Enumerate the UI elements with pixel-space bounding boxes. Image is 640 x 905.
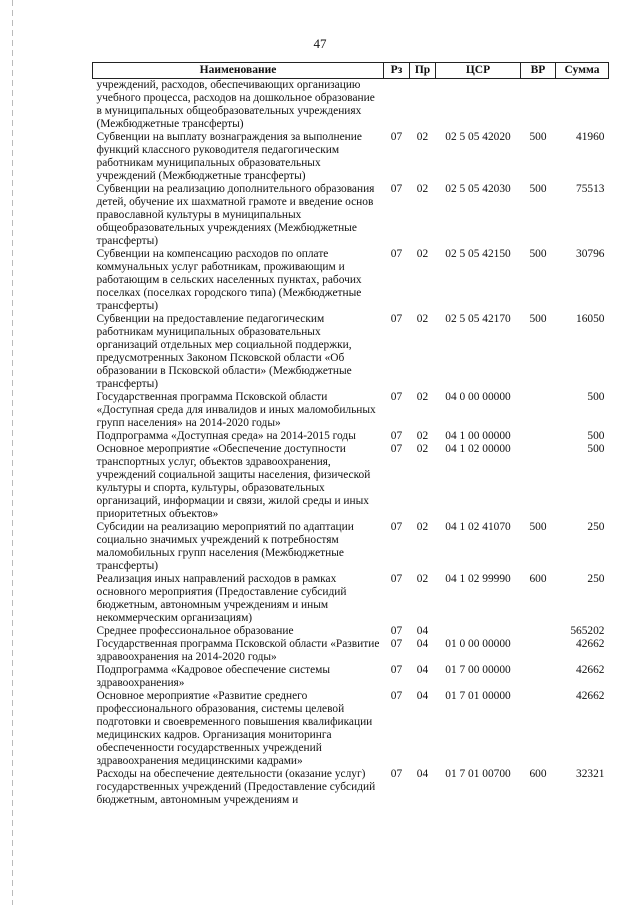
row-sum: 250 (587, 521, 605, 533)
row-rz: 07 (390, 430, 403, 442)
row-name: Субвенции на предоставление педагогическим работникам муниципальных образовательных организаций отдельных мер социальной поддержки, предусмотренных Законом Псковской области «Об образовании в Псковской области» (Межбюджетные трансферты) (96, 313, 352, 390)
row-csr: 04 0 00 00000 (445, 391, 511, 403)
row-pr: 02 (416, 573, 429, 585)
row-name: Основное мероприятие «Развитие среднего профессионального образования, системы целевой подготовки и своевременного повышения квалификации медицинских кадров. Организация мониторинга обеспеченности государственных учреждений здравоохранения медицинскими кадрами» (96, 690, 373, 767)
row-vr (521, 664, 556, 690)
row-sum: 42662 (576, 638, 605, 650)
row-csr: 02 5 05 42020 (445, 131, 511, 143)
table-row (93, 638, 609, 664)
row-vr: 600 (529, 573, 547, 585)
row-csr: 04 1 02 00000 (445, 443, 511, 455)
row-pr (410, 79, 436, 132)
row-pr: 04 (416, 690, 429, 702)
row-rz: 07 (390, 768, 403, 780)
table-row (93, 430, 609, 443)
header-sum: Сумма (556, 63, 609, 79)
row-csr: 04 1 02 99990 (445, 573, 511, 585)
row-csr: 01 7 00 00000 (445, 664, 511, 676)
row-rz: 07 (390, 690, 403, 702)
row-name: учреждений, расходов, обеспечивающих организацию учебного процесса, расходов на дошкольное образование в муниципальных общеобразовательных учреждениях (Межбюджетные трансферты) (96, 79, 375, 130)
row-vr: 500 (529, 183, 547, 195)
scan-edge-line (12, 0, 13, 905)
table-row (93, 690, 609, 768)
row-pr: 02 (416, 183, 429, 195)
row-sum (556, 79, 609, 132)
row-rz: 07 (390, 521, 403, 533)
row-pr: 02 (416, 248, 429, 260)
row-vr (521, 430, 556, 443)
table-row (93, 391, 609, 430)
row-name: Субвенции на выплату вознаграждения за выполнение функций классного руководителя педагогическим работникам муниципальных образовательных учреждений (Межбюджетные трансферты) (96, 131, 362, 182)
row-vr: 500 (529, 313, 547, 325)
table-body (93, 79, 609, 808)
row-name: Государственная программа Псковской области «Развитие здравоохранения на 2014-2020 годы» (96, 638, 380, 663)
row-name: Основное мероприятие «Обеспечение доступности транспортных услуг, объектов здравоохранения, учреждений социальной защиты населения, физической культуры и спорта, культуры, образовательных организаций, информации и связи, жилой среды и иных приоритетных объектов» (96, 443, 371, 520)
row-csr: 02 5 05 42170 (445, 313, 511, 325)
row-pr: 04 (416, 638, 429, 650)
row-sum: 16050 (576, 313, 605, 325)
row-vr (521, 443, 556, 521)
row-sum: 500 (587, 391, 605, 403)
row-rz: 07 (390, 664, 403, 676)
row-name: Реализация иных направлений расходов в рамках основного мероприятия (Предоставление субсидий бюджетным, автономным учреждениям и иным некоммерческим организациям) (96, 573, 347, 624)
header-vr: ВР (521, 63, 556, 79)
row-vr (521, 638, 556, 664)
row-sum: 42662 (576, 664, 605, 676)
row-sum: 75513 (576, 183, 605, 195)
page-number: 47 (313, 36, 327, 51)
row-vr (521, 79, 556, 132)
table-row (93, 625, 609, 638)
row-rz: 07 (390, 313, 403, 325)
table-row (93, 248, 609, 313)
row-name: Государственная программа Псковской области «Доступная среда для инвалидов и иных маломобильных групп населения» на 2014-2020 годы» (96, 391, 376, 429)
row-rz: 07 (390, 183, 403, 195)
row-pr: 04 (416, 768, 429, 780)
table-row (93, 183, 609, 248)
row-csr: 01 0 00 00000 (445, 638, 511, 650)
row-vr (521, 391, 556, 430)
row-sum: 500 (587, 443, 605, 455)
row-pr: 02 (416, 391, 429, 403)
row-vr: 500 (529, 131, 547, 143)
table-row (93, 131, 609, 183)
row-name: Подпрограмма «Кадровое обеспечение системы здравоохранения» (96, 664, 331, 689)
row-vr: 500 (529, 248, 547, 260)
row-vr (521, 690, 556, 768)
row-sum: 42662 (576, 690, 605, 702)
row-vr (521, 625, 556, 638)
row-name: Расходы на обеспечение деятельности (оказание услуг) государственных учреждений (Предоставление субсидий бюджетным, автономным учреждениям и (96, 768, 376, 806)
row-rz: 07 (390, 625, 403, 637)
row-name: Субсидии на реализацию мероприятий по адаптации социально значимых учреждений к потребностям маломобильных групп населения (Межбюджетные трансферты) (96, 521, 354, 572)
budget-table (92, 62, 609, 807)
row-rz: 07 (390, 638, 403, 650)
row-rz: 07 (390, 443, 403, 455)
row-sum: 41960 (576, 131, 605, 143)
row-sum: 30796 (576, 248, 605, 260)
row-csr: 01 7 01 00700 (445, 768, 511, 780)
row-pr: 02 (416, 313, 429, 325)
row-pr: 02 (416, 521, 429, 533)
row-pr: 04 (416, 625, 429, 637)
table-row (93, 313, 609, 391)
table-row (93, 768, 609, 807)
table-row (93, 443, 609, 521)
row-csr (436, 625, 521, 638)
row-pr: 02 (416, 131, 429, 143)
header-pr: Пр (410, 63, 436, 79)
row-rz: 07 (390, 391, 403, 403)
table-row (93, 664, 609, 690)
row-vr: 500 (529, 521, 547, 533)
header-rz: Рз (384, 63, 410, 79)
row-vr: 600 (529, 768, 547, 780)
row-name: Субвенции на реализацию дополнительного образования детей, обучение их шахматной грамоте и введение основ православной культуры в муниципальных общеобразовательных учреждениях (Межбюджетные трансферты) (96, 183, 375, 247)
row-csr: 02 5 05 42150 (445, 248, 511, 260)
row-csr: 04 1 00 00000 (445, 430, 511, 442)
row-name: Субвенции на компенсацию расходов по оплате коммунальных услуг работникам, проживающим и работающим в сельских населенных пунктах, рабочих поселках (поселках городского типа) (Межбюджетные трансферты) (96, 248, 362, 312)
row-sum: 250 (587, 573, 605, 585)
row-sum: 565202 (570, 625, 605, 637)
table-row (93, 573, 609, 625)
row-name: Подпрограмма «Доступная среда» на 2014-2015 годы (96, 430, 356, 442)
row-rz: 07 (390, 248, 403, 260)
row-sum: 500 (587, 430, 605, 442)
table-header-row (93, 63, 609, 79)
row-pr: 04 (416, 664, 429, 676)
table-row (93, 79, 609, 132)
row-csr: 04 1 02 41070 (445, 521, 511, 533)
row-pr: 02 (416, 430, 429, 442)
row-rz (384, 79, 410, 132)
row-csr: 01 7 01 00000 (445, 690, 511, 702)
row-csr (436, 79, 521, 132)
row-pr: 02 (416, 443, 429, 455)
header-csr: ЦСР (436, 63, 521, 79)
row-sum: 32321 (576, 768, 605, 780)
row-name: Среднее профессиональное образование (96, 625, 294, 637)
row-rz: 07 (390, 573, 403, 585)
header-name: Наименование (93, 63, 384, 79)
row-csr: 02 5 05 42030 (445, 183, 511, 195)
table-row (93, 521, 609, 573)
row-rz: 07 (390, 131, 403, 143)
